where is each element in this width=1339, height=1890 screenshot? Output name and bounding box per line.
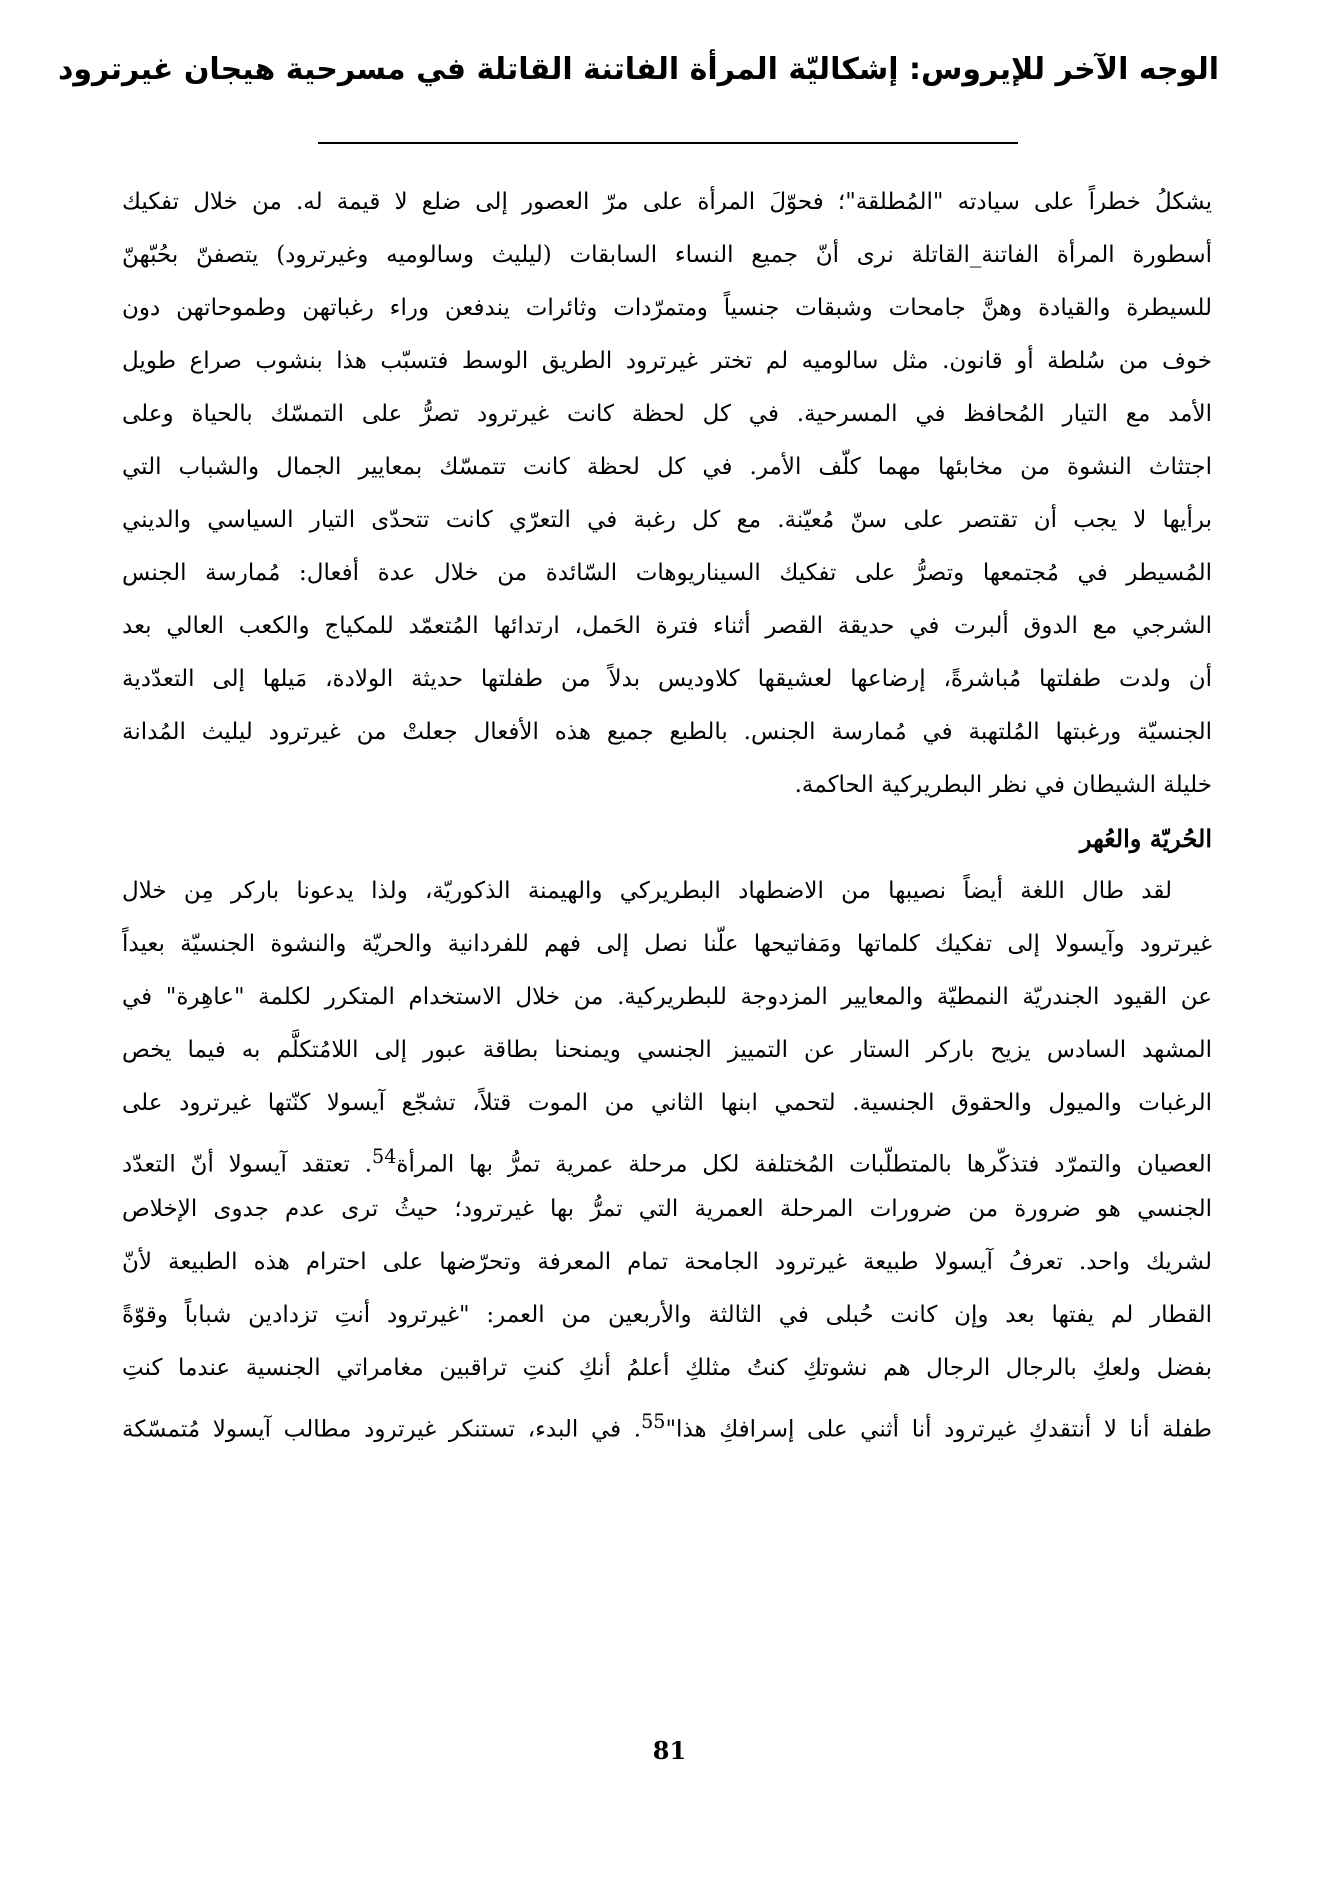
paragraph-line: برأيها لا يجب أن تقتصر على سنّ مُعيّنة. مع كل رغبة في التعرّي كانت تتحدّى التيار السياسي والديني — [122, 507, 1212, 533]
paragraph-line: يشكلُ خطراً على سيادته "المُطلقة"؛ فحوّلَ المرأة على مرّ العصور إلى ضلع لا قيمة له. من خلال تفكيك — [122, 189, 1212, 215]
page-number: 81 — [652, 1736, 687, 1765]
paragraph-line: أسطورة المرأة الفاتنة_القاتلة نرى أنّ جميع النساء السابقات (ليليث وسالوميه وغيرترود) يتصفنّ بحُبّهنّ — [122, 242, 1212, 268]
paragraph-line — [122, 1395, 1212, 1448]
paragraph-line: الرغبات والميول والحقوق الجنسية. لتحمي ابنها الثاني من الموت قتلاً، تشجّع آيسولا كنّتها غيرترود على — [122, 1090, 1212, 1116]
paragraph-line: الجنسيّة ورغبتها المُلتهبة في مُمارسة الجنس. بالطبع جميع هذه الأفعال جعلتْ من غيرترود ليليث المُدانة — [122, 719, 1212, 745]
line-text: طفلة أنا لا أنتقدكِ غيرترود أنا أثني على إسرافكِ هذا" — [665, 1416, 1212, 1443]
header-rule — [318, 142, 1018, 144]
paragraph-line: المشهد السادس يزيح باركر الستار عن التمييز الجنسي ويمنحنا بطاقة عبور إلى اللامُتكلَّم به فيما يخص — [122, 1037, 1212, 1063]
paragraph-line: القطار لم يفتها بعد وإن كانت حُبلى في الثالثة والأربعين من العمر: "غيرترود أنتِ تزدادين شباباً وقوّةً — [122, 1302, 1212, 1328]
line-text: . في البدء، تستنكر غيرترود مطالب آيسولا مُتمسّكة — [122, 1416, 642, 1443]
paragraph-line — [122, 1130, 1212, 1183]
paragraph-line: عن القيود الجندريّة النمطيّة والمعايير المزدوجة للبطريركية. من خلال الاستخدام المتكرر لكلمة "عاهِرة" في — [122, 984, 1212, 1010]
paragraph-line: اجتثاث النشوة من مخابئها مهما كلّف الأمر. في كل لحظة كانت تتمسّك بمعايير الجمال والشباب التي — [122, 454, 1212, 480]
section-heading: الحُريّة والعُهر — [1079, 824, 1212, 853]
paragraph-line: الشرجي مع الدوق ألبرت في حديقة القصر أثناء فترة الحَمل، ارتدائها المُتعمّد للمكياج والكعب العالي بعد — [122, 613, 1212, 639]
paragraph-line: غيرترود وآيسولا إلى تفكيك كلماتها ومَفاتيحها علّنا نصل إلى فهم للفردانية والحريّة والنشوة الجنسيّة بعيداً — [122, 931, 1212, 957]
paragraph-line: لشريك واحد. تعرفُ آيسولا طبيعة غيرترود الجامحة تمام المعرفة وتحرّضها على احترام هذه الطبيعة لأنّ — [122, 1249, 1212, 1275]
paragraph-line: خوف من سُلطة أو قانون. مثل سالوميه لم تختر غيرترود الطريق الوسط فتسبّب هذا بنشوب صراع طويل — [122, 348, 1212, 374]
footnote-ref-54[interactable]: 54 — [372, 1145, 397, 1168]
footnote-ref-55[interactable]: 55 — [641, 1410, 666, 1433]
paragraph-line: لقد طال اللغة أيضاً نصيبها من الاضطهاد البطريركي والهيمنة الذكوريّة، ولذا يدعونا باركر مِن خلال — [122, 878, 1172, 904]
paragraph-line: خليلة الشيطان في نظر البطريركية الحاكمة. — [794, 772, 1212, 798]
running-header-title: الوجه الآخر للإيروس: إشكاليّة المرأة الفاتنة القاتلة في مسرحية هيجان غيرترود — [58, 52, 1219, 87]
paragraph-line: أن ولدت طفلتها مُباشرةً، إرضاعها لعشيقها كلاوديس بدلاً من طفلتها حديثة الولادة، مَيلها إلى التعدّدية — [122, 666, 1212, 692]
line-text: . تعتقد آيسولا أنّ التعدّد — [122, 1151, 373, 1178]
paragraph-line: بفضل ولعكِ بالرجال الرجال هم نشوتكِ كنتُ مثلكِ أعلمُ أنكِ كنتِ تراقبين مغامراتي الجنسية عندما كنتِ — [122, 1355, 1212, 1381]
paragraph-line: للسيطرة والقيادة وهنَّ جامحات وشبقات جنسياً ومتمرّدات وثائرات يندفعن وراء رغباتهن وطموحاتهن دون — [122, 295, 1212, 321]
paragraph-line: الجنسي هو ضرورة من ضرورات المرحلة العمرية التي تمرُّ بها غيرترود؛ حيثُ ترى عدم جدوى الإخلاص — [122, 1196, 1212, 1222]
paragraph-line: المُسيطر في مُجتمعها وتصرُّ على تفكيك السيناريوهات السّائدة من خلال عدة أفعال: مُمارسة الجنس — [122, 560, 1212, 586]
body-text — [122, 176, 1212, 1448]
line-text: العصيان والتمرّد فتذكّرها بالمتطلّبات المُختلفة لكل مرحلة عمرية تمرُّ بها المرأة — [396, 1151, 1212, 1178]
paragraph-line: الأمد مع التيار المُحافظ في المسرحية. في كل لحظة كانت غيرترود تصرُّ على التمسّك بالحياة وعلى — [122, 401, 1212, 427]
